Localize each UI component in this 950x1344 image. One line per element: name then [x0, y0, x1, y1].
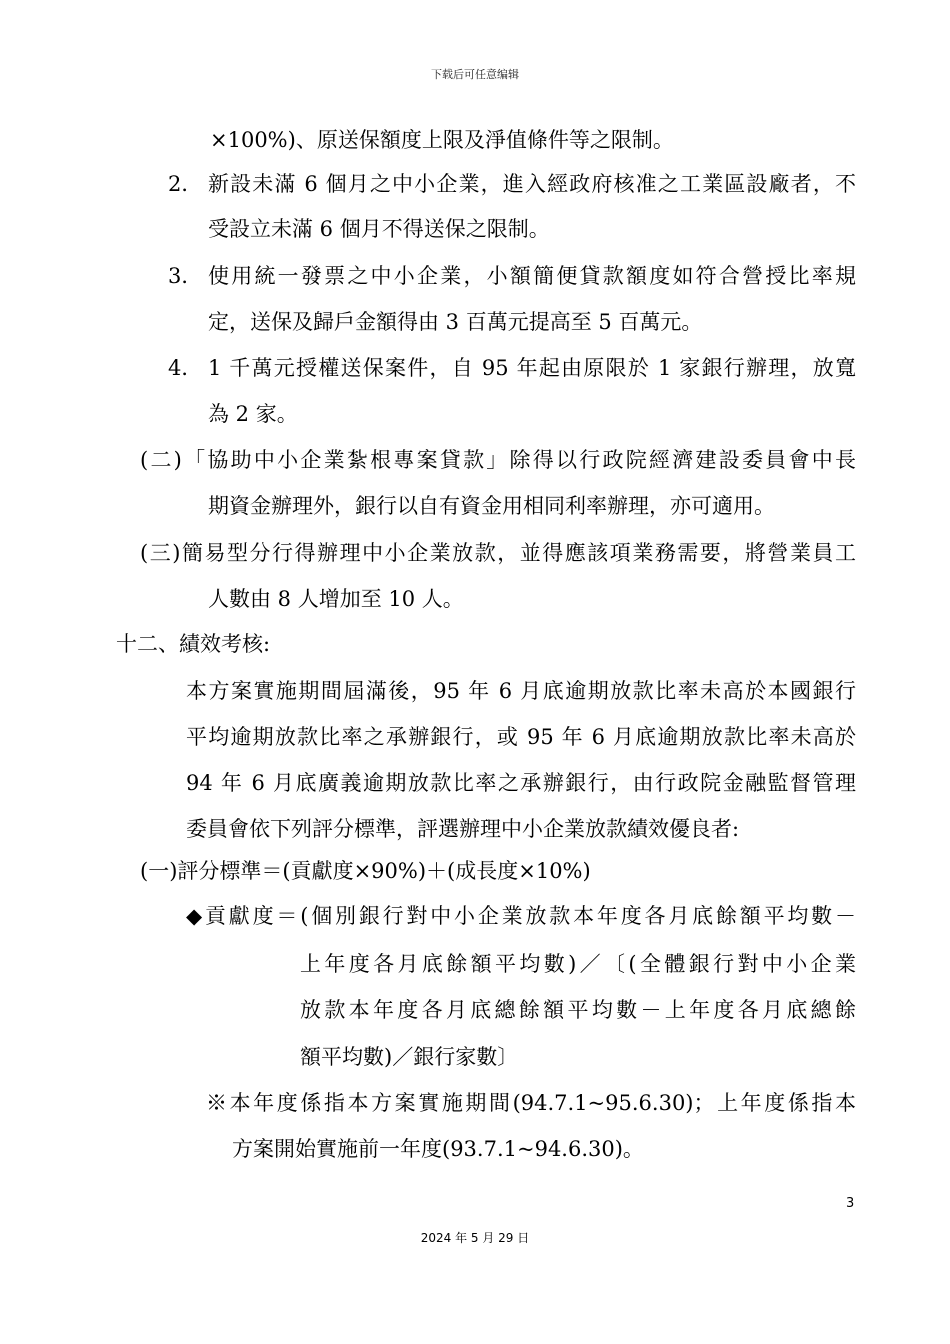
page-footer-date: 2024 年 5 月 29 日 [420, 1231, 530, 1245]
text-line: 平均逾期放款比率之承辦銀行，或 95 年 6 月底逾期放款比率未高於 [186, 725, 856, 749]
text-line: 額平均數)／銀行家數〕 [300, 1045, 519, 1069]
text-line: 使用統一發票之中小企業，小額簡便貸款額度如符合營授比率規 [208, 264, 856, 288]
text-line: ◆貢獻度＝(個別銀行對中小企業放款本年度各月底餘額平均數－ [186, 904, 856, 928]
section-heading: 十二、績效考核: [116, 632, 271, 656]
page-header: 下载后可任意编辑 [431, 68, 519, 81]
text-line: 1 千萬元授權送保案件，自 95 年起由原限於 1 家銀行辦理，放寬 [208, 356, 856, 380]
text-line: 受設立未滿 6 個月不得送保之限制。 [208, 217, 550, 241]
text-line: (二)「協助中小企業紮根專案貸款」除得以行政院經濟建設委員會中長 [140, 448, 856, 472]
list-number: 3． [168, 264, 203, 288]
text-line: ×100%)、原送保額度上限及淨值條件等之限制。 [210, 128, 674, 152]
list-number: 2． [168, 172, 203, 196]
text-line: 人數由 8 人增加至 10 人。 [208, 587, 464, 611]
text-line: 放款本年度各月底總餘額平均數－上年度各月底總餘 [300, 998, 856, 1022]
text-line: 定，送保及歸戶金額得由 3 百萬元提高至 5 百萬元。 [208, 310, 703, 334]
text-line: 方案開始實施前一年度(93.7.1~94.6.30)。 [232, 1137, 644, 1161]
text-line: 新設未滿 6 個月之中小企業，進入經政府核准之工業區設廠者，不 [208, 172, 856, 196]
text-line: 94 年 6 月底廣義逾期放款比率之承辦銀行，由行政院金融監督管理 [186, 771, 856, 795]
text-line: 期資金辦理外，銀行以自有資金用相同利率辦理，亦可適用。 [208, 494, 775, 518]
list-number: 4． [168, 356, 203, 380]
text-line: (一)評分標準＝(貢獻度×90%)＋(成長度×10%) [140, 859, 591, 883]
text-line: 為 2 家。 [208, 402, 298, 426]
text-line: 本方案實施期間屆滿後，95 年 6 月底逾期放款比率未高於本國銀行 [186, 679, 856, 703]
text-line: (三)簡易型分行得辦理中小企業放款，並得應該項業務需要，將營業員工 [140, 541, 856, 565]
text-line: 委員會依下列評分標準，評選辦理中小企業放款績效優良者: [186, 817, 740, 841]
text-line: 上年度各月底餘額平均數)／〔(全體銀行對中小企業 [300, 952, 856, 976]
page-number: 3 [846, 1196, 855, 1211]
text-line: ※本年度係指本方案實施期間(94.7.1~95.6.30)；上年度係指本 [206, 1091, 856, 1115]
